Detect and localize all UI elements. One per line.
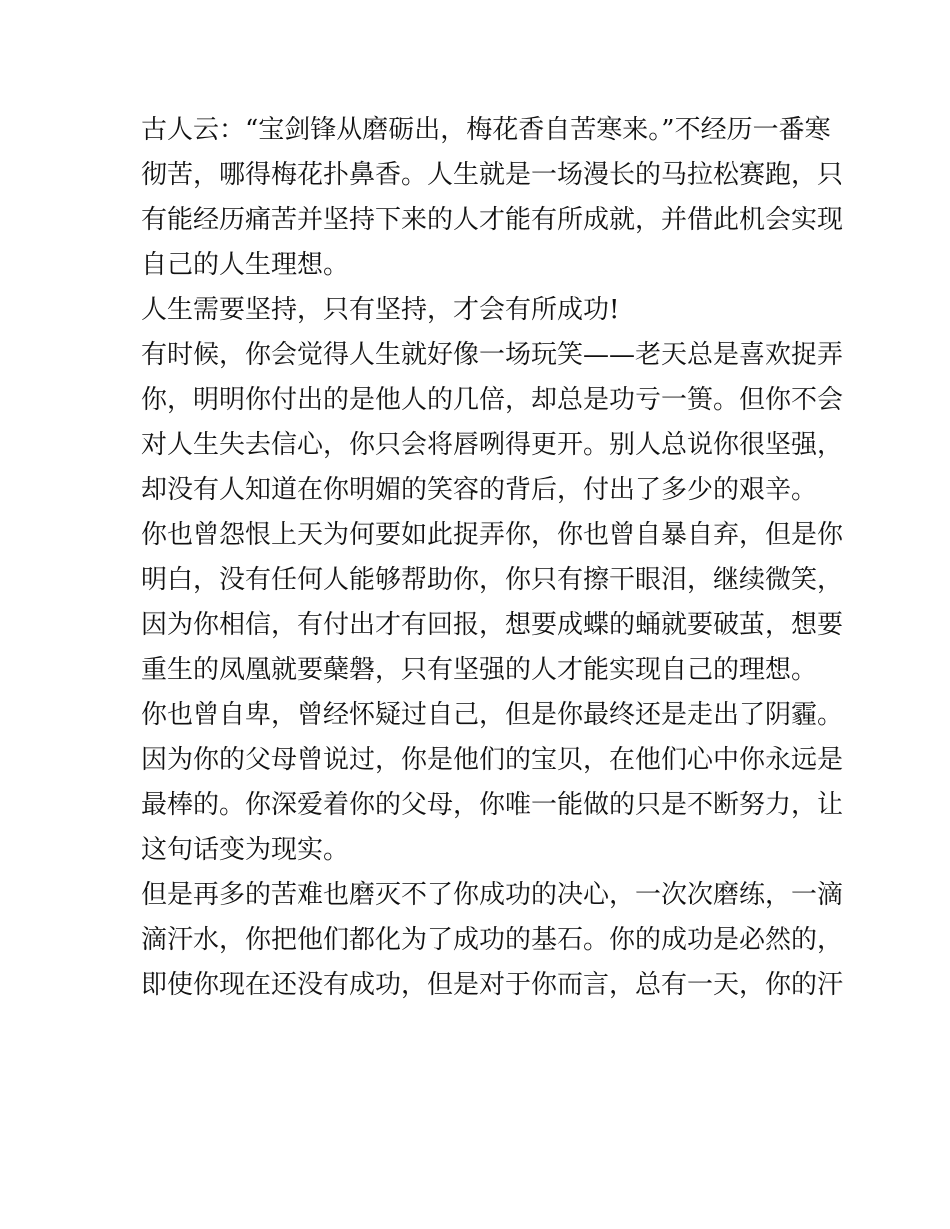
text-line: 人生需要坚持，只有坚持，才会有所成功! xyxy=(141,295,620,325)
text-line: 滴汗水，你把他们都化为了成功的基石。你的成功是必然的， xyxy=(141,925,844,955)
text-line: 但是再多的苦难也磨灭不了你成功的决心，一次次磨练，一滴 xyxy=(141,880,844,910)
text-line: 明白，没有任何人能够帮助你，你只有擦干眼泪，继续微笑， xyxy=(141,565,844,595)
paragraph-5 xyxy=(141,693,844,873)
text-line: 因为你的父母曾说过，你是他们的宝贝，在他们心中你永远是 xyxy=(141,745,844,775)
text-line: 彻苦，哪得梅花扑鼻香。人生就是一场漫长的马拉松赛跑，只 xyxy=(141,160,844,190)
paragraph-1 xyxy=(141,108,844,288)
paragraph-2 xyxy=(141,288,811,333)
text-line: 有时候，你会觉得人生就好像一场玩笑——老天总是喜欢捉弄 xyxy=(141,340,844,370)
text-line: 你也曾自卑，曾经怀疑过自己，但是你最终还是走出了阴霾。 xyxy=(141,700,844,730)
paragraph-3 xyxy=(141,333,844,513)
text-line: 这句话变为现实。 xyxy=(141,835,350,865)
text-line: 你也曾怨恨上天为何要如此捉弄你，你也曾自暴自弃，但是你 xyxy=(141,520,844,550)
text-line: 因为你相信，有付出才有回报，想要成蝶的蛹就要破茧，想要 xyxy=(141,610,844,640)
text-line: 有能经历痛苦并坚持下来的人才能有所成就，并借此机会实现 xyxy=(141,205,844,235)
text-line: 你，明明你付出的是他人的几倍，却总是功亏一篑。但你不会 xyxy=(141,385,844,415)
text-line: 即使你现在还没有成功，但是对于你而言，总有一天，你的汗 xyxy=(141,970,844,1000)
text-line: 自己的人生理想。 xyxy=(141,250,350,280)
text-line: 古人云：“宝剑锋从磨砺出，梅花香自苦寒来。”不经历一番寒 xyxy=(141,115,831,145)
text-line: 却没有人知道在你明媚的笑容的背后，付出了多少的艰辛。 xyxy=(141,475,818,505)
document-body xyxy=(141,108,844,1008)
paragraph-4 xyxy=(141,513,844,693)
text-line: 对人生失去信心，你只会将唇咧得更开。别人总说你很坚强， xyxy=(141,430,844,460)
text-line: 最棒的。你深爱着你的父母，你唯一能做的只是不断努力，让 xyxy=(141,790,844,820)
paragraph-6 xyxy=(141,873,844,1008)
text-line: 重生的凤凰就要蘖磐，只有坚强的人才能实现自己的理想。 xyxy=(141,655,818,685)
